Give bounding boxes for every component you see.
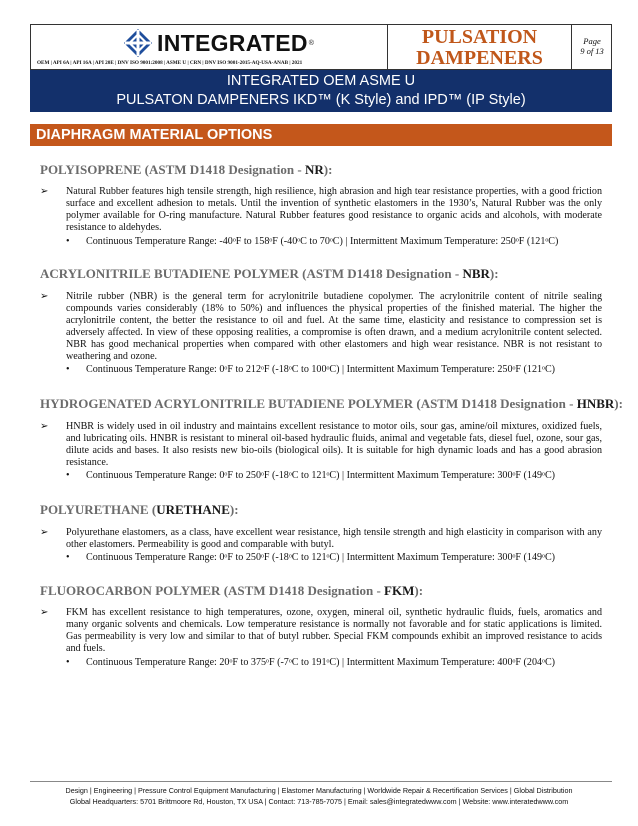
temperature-bullet [66,470,602,482]
section-heading: DIAPHRAGM MATERIAL OPTIONS [30,124,612,146]
description-text: HNBR is widely used in oil industry and maintains excellent resistance to motor oils, sour gas, amine/oil mixtures, oxidized fuels, and lubricating oils. HNBR is resistant to mineral oil-based hydraulic fluids, animal and vegetable fats, diesel fuel, ozone, sour gas, dilute acids and bases. It also resists new bio-oils (biological oils). It is suitable for high dynamic loads and has a good abrasion resistance. [66,421,602,469]
temperature-text: Continuous Temperature Range: 20ᵒF to 375ᵒF (-7ᵒC to 191ᵒC) | Intermittent Maximum Temperature: 400ᵒF (204ᵒC) [86,657,556,668]
page-number: 9 of 13 [580,46,604,56]
material-code: NBR [462,266,490,281]
material-description [40,527,602,551]
banner-line1: INTEGRATED OEM ASME U [226,73,416,89]
material-heading [40,502,239,518]
footer-contact: Global Headquarters: 5701 Brittmoore Rd, Houston, TX USA | Contact: 713-785-7075 | Email: sales@integratedwww.com | Website: www.interatedwww.com [69,797,569,806]
temperature-text: Continuous Temperature Range: 0ᵒF to 250ᵒF (-18ᵒC to 121ᵒC) | Intermittent Maximum Temperature: 300ᵒF (149ᵒC) [86,552,556,563]
page-label: Page [583,36,601,46]
bullet-dot-icon: • [66,364,70,375]
document-title-line2: DAMPENERS [416,47,543,69]
temperature-bullet [66,364,602,376]
material-description [40,291,602,364]
material-heading-text: POLYURETHANE ( [40,502,157,517]
material-heading [40,583,423,599]
document-title-line1: PULSATION [421,26,538,48]
header-title-cell [388,25,572,69]
arrow-bullet-icon: ➢ [40,607,49,618]
arrow-bullet-icon: ➢ [40,527,49,538]
material-heading-end: ): [229,502,239,517]
material-code: FKM [384,583,415,598]
description-text: FKM has excellent resistance to high temperatures, ozone, oxygen, mineral oil, synthetic hydraulic fluids, fuels, aromatics and many organic solvents and chemicals. Low temperature resistance is normally not favorable and for static applications is limited. Gas permeability is very low and similar to that of butyl rubber. Special FKM compounds exhibit an improved resistance to acids and fuels. [66,607,602,655]
bullet-dot-icon: • [66,552,70,563]
footer-services: Design | Engineering | Pressure Control Equipment Manufacturing | Elastomer Manufacturing | Worldwide Repair & Recertification Services | Global Distribution [65,786,573,795]
material-heading-text: POLYISOPRENE (ASTM D1418 Designation - [40,162,305,177]
temperature-bullet [66,657,602,669]
arrow-bullet-icon: ➢ [40,421,49,432]
material-description [40,186,602,234]
page-header [30,24,612,70]
material-heading-end: ): [614,396,623,411]
banner-line2: PULSATON DAMPENERS IKD™ (K Style) and IPD™ (IP Style) [116,92,526,108]
bullet-dot-icon: • [66,236,70,247]
company-logo [123,29,314,57]
header-logo-cell [31,25,388,69]
diamond-logo-icon [123,28,153,58]
material-heading-text: HYDROGENATED ACRYLONITRILE BUTADIENE POLYMER (ASTM D1418 Designation - [40,396,577,411]
brand-name: INTEGRATED [157,29,308,56]
material-heading [40,162,332,178]
material-code: HNBR [576,396,615,411]
material-heading [40,396,623,412]
title-banner [30,70,612,112]
bullet-dot-icon: • [66,657,70,668]
material-code: URETHANE [156,502,230,517]
description-text: Nitrile rubber (NBR) is the general term for acrylonitrile butadiene copolymer. The acrylonitrile content of nitrile sealing compounds varies considerably (18% to 50%) and influences the physical properties of the finished material. The higher the acrylonitrile content, the better the resistance to oil and fuel. At the same time, elasticity and resistance to compression set is adversely affected. In view of these opposing realities, a compromise is often drawn, and a medium acrylonitrile content selected. NBR has good mechanical properties when compared with other elastomers and high wear resistance. NBR is not resistant to weathering and ozone. [66,291,602,363]
material-description [40,421,602,469]
arrow-bullet-icon: ➢ [40,186,49,197]
material-description [40,607,602,655]
material-heading-text: FLUOROCARBON POLYMER (ASTM D1418 Designation - [40,583,385,598]
certifications-line: OEM | API 6A | API 16A | API 20E | DNV ISO 9001:2008 | ASME U | CRN | DNV ISO 9001-2015-AQ-USA-ANAB | 2021 [37,60,303,66]
temperature-text: Continuous Temperature Range: 0ᵒF to 250ᵒF (-18ᵒC to 121ᵒC) | Intermittent Maximum Temperature: 300ᵒF (149ᵒC) [86,470,556,481]
header-page-cell [572,25,612,69]
material-code: NR [304,162,324,177]
material-heading [40,266,499,282]
temperature-text: Continuous Temperature Range: 0ᵒF to 212ᵒF (-18ᵒC to 100ᵒC) | Intermittent Maximum Temperature: 250ᵒF (121ᵒC) [86,364,556,375]
description-text: Natural Rubber features high tensile strength, high resilience, high abrasion and high tear resistance properties, with a good friction surface and excellent adhesion to metals. Until the invention of synthetic elastomers in the 1930’s, Natural Rubber was the only polymer available for O-ring manufacture. Natural Rubber features good resistance to organic acids and alcohols, with moderate resistance to aldehydes. [66,186,602,234]
temperature-bullet [66,552,602,564]
arrow-bullet-icon: ➢ [40,291,49,302]
bullet-dot-icon: • [66,470,70,481]
description-text: Polyurethane elastomers, as a class, have excellent wear resistance, high tensile strength and high elasticity in comparison with any other elastomers. Permeability is good and comparable with butyl. [66,527,602,551]
footer-divider [30,781,612,782]
temperature-bullet [66,236,602,248]
material-heading-end: ): [323,162,333,177]
material-heading-end: ): [489,266,499,281]
material-heading-end: ): [414,583,424,598]
registered-mark: ® [308,39,314,47]
temperature-text: Continuous Temperature Range: -40ᵒF to 158ᵒF (-40ᵒC to 70ᵒC) | Intermittent Maximum Temperature: 250ᵒF (121ᵒC) [86,236,559,247]
material-heading-text: ACRYLONITRILE BUTADIENE POLYMER (ASTM D1418 Designation - [40,266,463,281]
